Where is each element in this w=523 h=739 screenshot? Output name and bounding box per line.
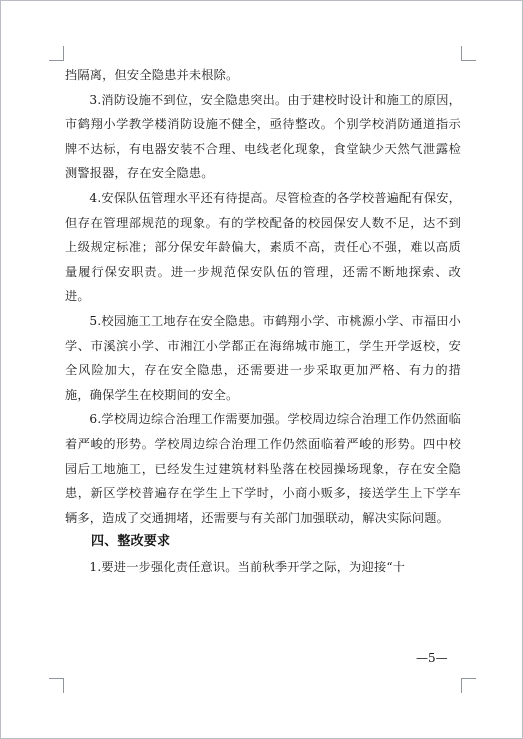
paragraph-fire-safety[interactable]: 3.消防设施不到位，安全隐患突出。由于建校时设计和施工的原因，市鹤翔小学教学楼消防设施不健全，亟待整改。个别学校消防通道指示牌不达标，有电器安装不合理、电线老化现象，食堂缺少天然气泄露检测警报器，存在安全隐患。 (65, 92, 461, 181)
page-number: —5— (416, 651, 448, 665)
document-body[interactable] (65, 63, 461, 579)
crop-mark-bottom-right (461, 678, 476, 693)
paragraph-security-staff[interactable]: 4.安保队伍管理水平还有待提高。尽管检查的各学校普遍配有保安，但存在管理部规范的现象。有的学校配备的校园保安人数不足，达不到上级规定标准；部分保安年龄偏大，素质不高，责任心不强，难以高质量履行保安职责。进一步规范保安队伍的管理，还需不断地探索、改进。 (65, 190, 461, 304)
crop-mark-top-right (461, 46, 476, 61)
crop-mark-top-left (49, 46, 64, 61)
paragraph-responsibility[interactable]: 1.要进一步强化责任意识。当前秋季开学之际，为迎接“十 (89, 559, 406, 574)
paragraph-construction-sites[interactable]: 5.校园施工工地存在安全隐患。市鹤翔小学、市桃源小学、市福田小学、市溪滨小学、市湘江小学都正在海绵城市施工，学生开学返校，安全风险加大，存在安全隐患，还需要进一步采取更加严格、有力的措施，确保学生在校期间的安全。 (65, 313, 461, 402)
paragraph-continuation[interactable]: 挡隔离，但安全隐患并未根除。 (65, 68, 239, 82)
section-heading-rectification[interactable]: 四、整改要求 (91, 534, 171, 550)
crop-mark-bottom-left (49, 678, 64, 693)
paragraph-surroundings[interactable]: 6.学校周边综合治理工作需要加强。学校周边综合治理工作仍然面临着严峻的形势。学校周边综合治理工作仍然面临着严峻的形势。四中校园后工地施工，已经发生过建筑材料坠落在校园操场现象，存在安全隐患，新区学校普遍存在学生上下学时，小商小贩多，接送学生上下学车辆多，造成了交通拥堵，还需要与有关部门加强联动，解决实际问题。 (65, 412, 461, 525)
